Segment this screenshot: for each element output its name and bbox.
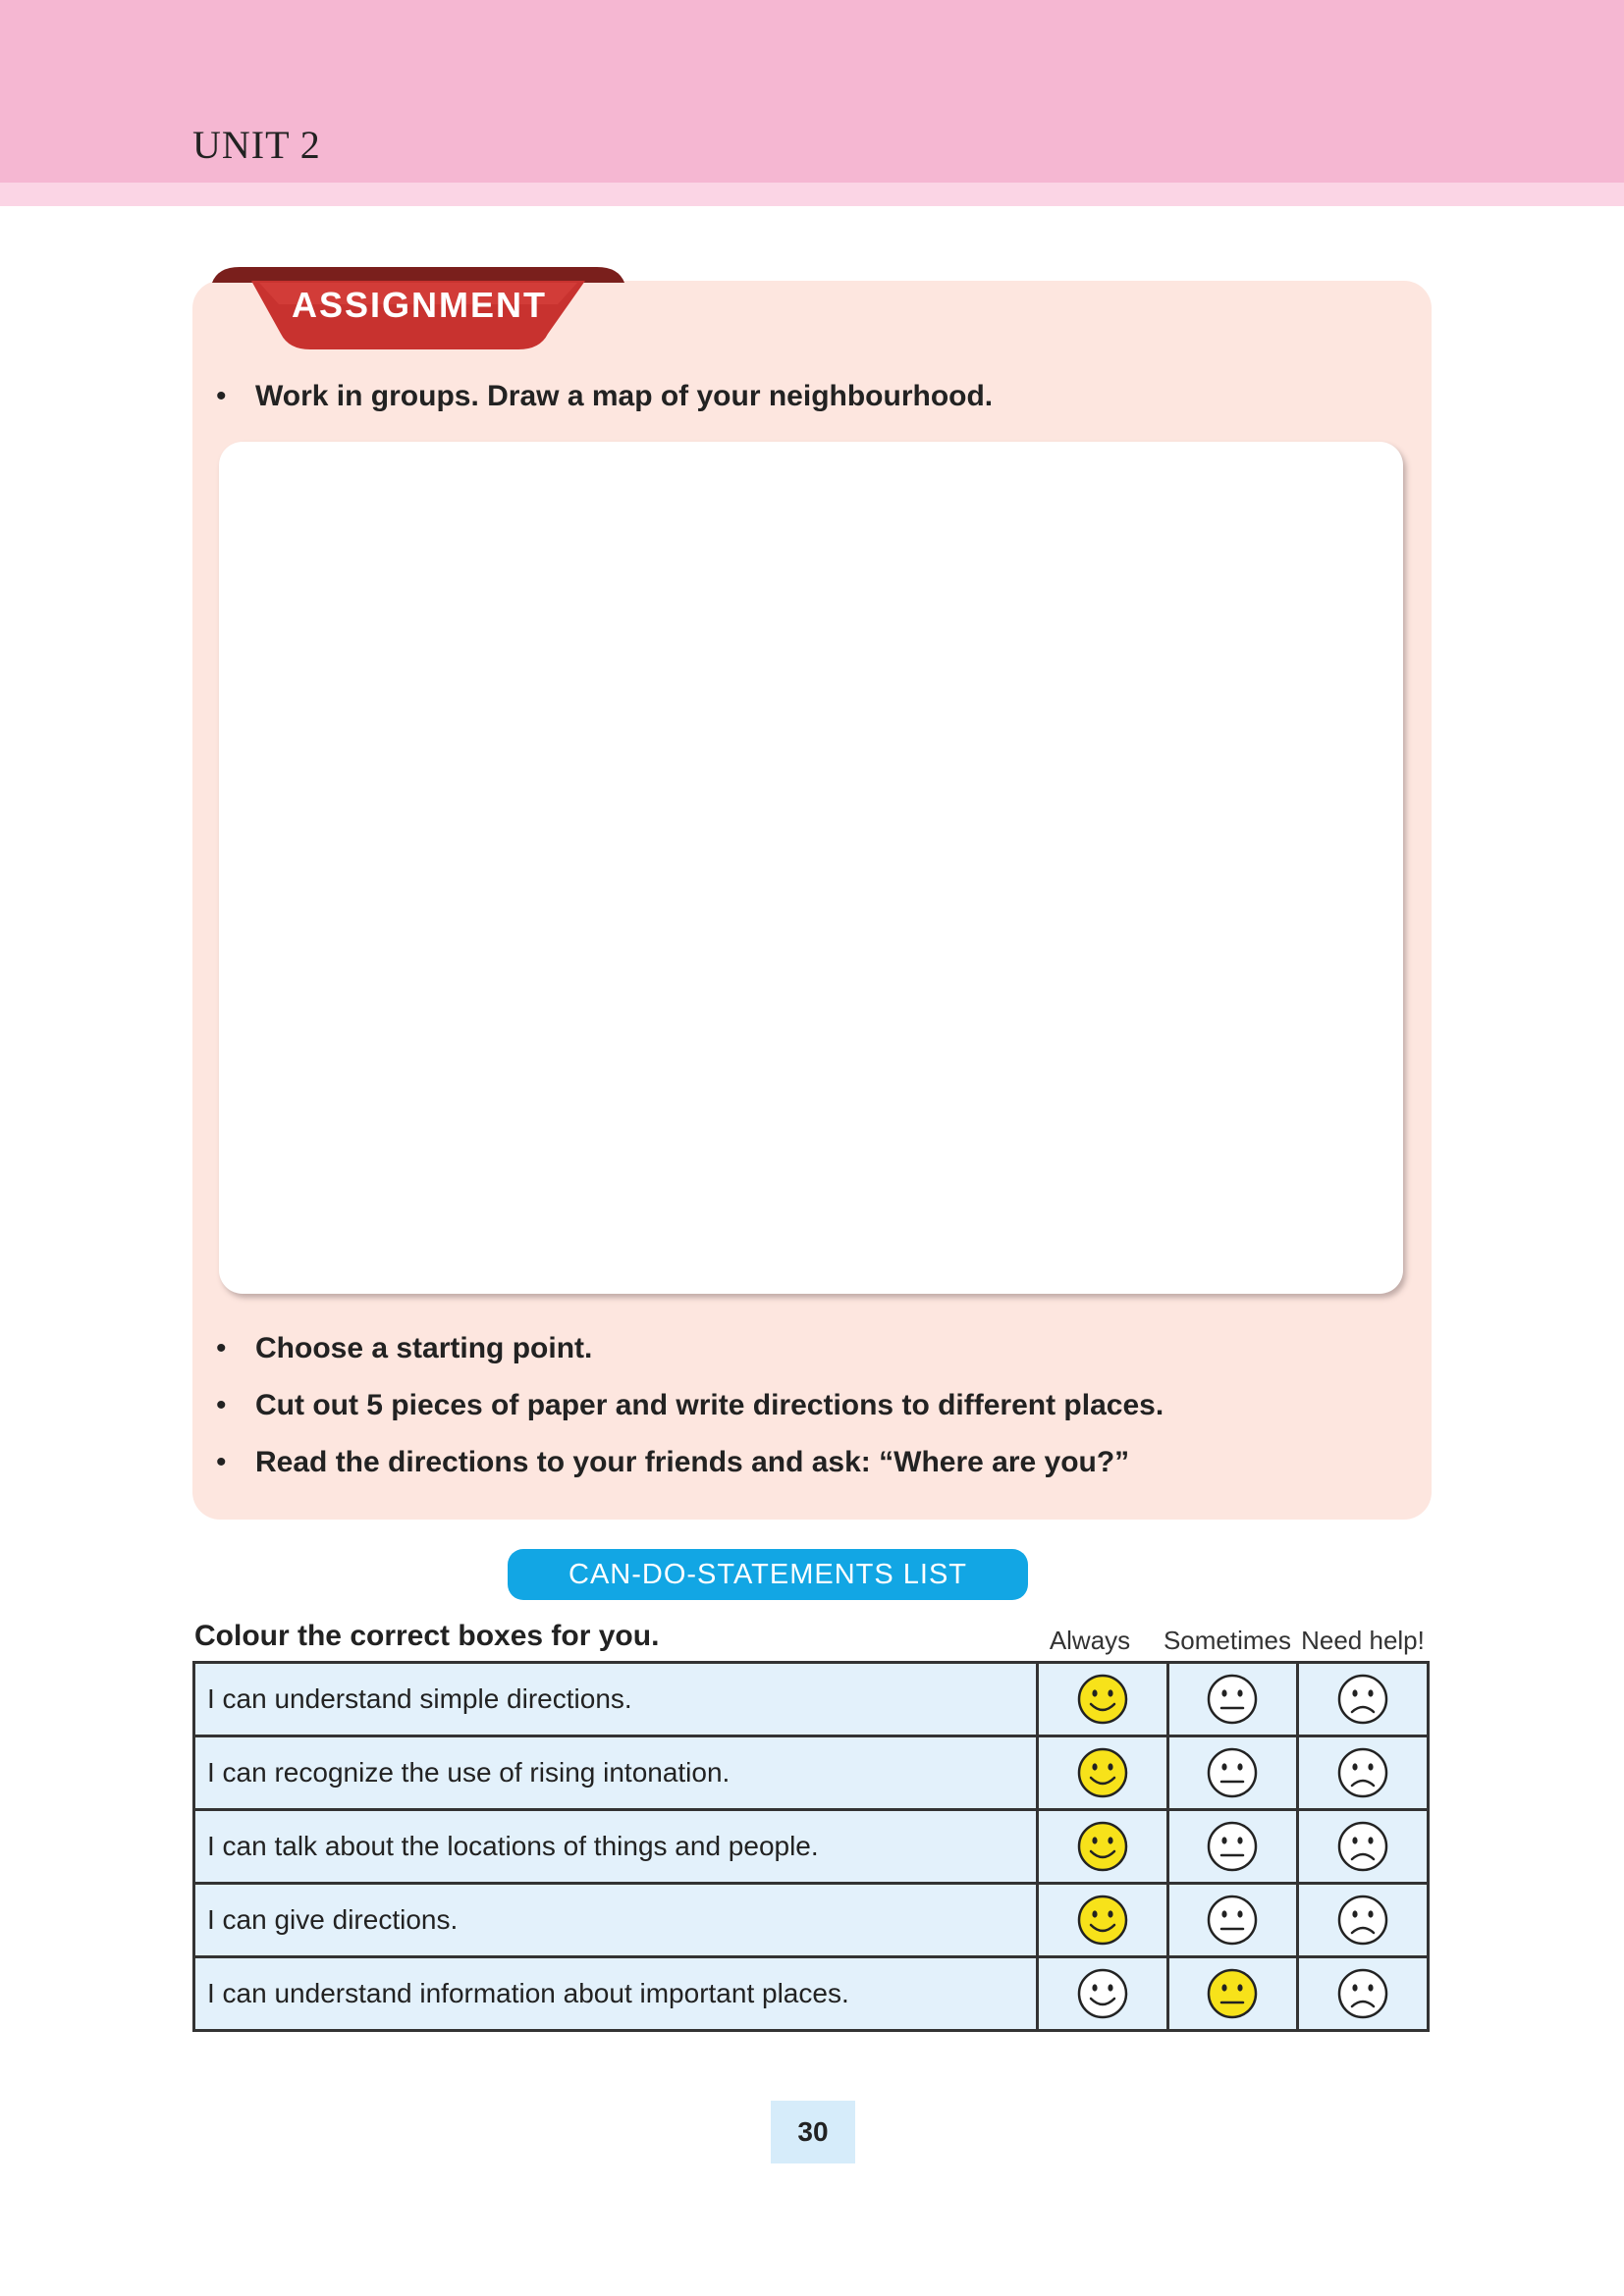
can-do-statement: I can talk about the locations of things and people. xyxy=(194,1810,1038,1884)
smiley-face-icon xyxy=(1076,1967,1129,2020)
colour-instruction: Colour the correct boxes for you. xyxy=(194,1620,660,1652)
bullet-dot: • xyxy=(216,380,227,412)
neutral-face-icon xyxy=(1206,1894,1259,1947)
can-do-statement: I can understand simple directions. xyxy=(194,1663,1038,1736)
bullet-dot: • xyxy=(216,1389,227,1421)
face-box-need-help[interactable] xyxy=(1298,1736,1429,1810)
column-header-always: Always xyxy=(1049,1626,1131,1655)
can-do-statement: I can give directions. xyxy=(194,1884,1038,1957)
column-header-sometimes: Sometimes xyxy=(1163,1626,1292,1655)
sad-face-icon xyxy=(1336,1894,1389,1947)
assignment-bullet-text: Cut out 5 pieces of paper and write directions to different places. xyxy=(255,1389,1164,1421)
sad-face-icon xyxy=(1336,1673,1389,1726)
page-number: 30 xyxy=(771,2101,855,2163)
intro-bullet xyxy=(216,380,993,413)
can-do-table xyxy=(192,1661,1430,2032)
column-header-need-help: Need help! xyxy=(1301,1626,1425,1655)
unit-title: UNIT 2 xyxy=(192,123,321,167)
header-stripe xyxy=(0,183,1624,206)
face-box-always[interactable] xyxy=(1037,1884,1167,1957)
sad-face-icon xyxy=(1336,1746,1389,1799)
can-do-row xyxy=(194,1663,1429,1736)
bullet-dot: • xyxy=(216,1332,227,1364)
can-do-row xyxy=(194,1736,1429,1810)
can-do-row xyxy=(194,1957,1429,2031)
smiley-face-icon xyxy=(1076,1820,1129,1873)
intro-bullet-text: Work in groups. Draw a map of your neighbourhood. xyxy=(255,380,994,412)
bullet-dot: • xyxy=(216,1446,227,1478)
face-box-always[interactable] xyxy=(1037,1957,1167,2031)
can-do-title-pill: CAN-DO-STATEMENTS LIST xyxy=(508,1549,1028,1600)
assignment-bullet xyxy=(216,1446,1129,1479)
face-box-always[interactable] xyxy=(1037,1810,1167,1884)
neutral-face-icon xyxy=(1206,1967,1259,2020)
map-drawing-area[interactable] xyxy=(219,442,1403,1294)
can-do-row xyxy=(194,1884,1429,1957)
smiley-face-icon xyxy=(1076,1894,1129,1947)
face-box-sometimes[interactable] xyxy=(1167,1957,1298,2031)
can-do-row xyxy=(194,1810,1429,1884)
assignment-bullet-text: Choose a starting point. xyxy=(255,1332,593,1364)
neutral-face-icon xyxy=(1206,1673,1259,1726)
face-box-always[interactable] xyxy=(1037,1736,1167,1810)
assignment-bullet xyxy=(216,1332,592,1365)
face-box-always[interactable] xyxy=(1037,1663,1167,1736)
face-box-need-help[interactable] xyxy=(1298,1663,1429,1736)
face-box-sometimes[interactable] xyxy=(1167,1663,1298,1736)
assignment-tab-label: ASSIGNMENT xyxy=(291,285,547,325)
face-box-need-help[interactable] xyxy=(1298,1957,1429,2031)
face-box-sometimes[interactable] xyxy=(1167,1884,1298,1957)
face-box-need-help[interactable] xyxy=(1298,1884,1429,1957)
face-box-sometimes[interactable] xyxy=(1167,1810,1298,1884)
smiley-face-icon xyxy=(1076,1746,1129,1799)
sad-face-icon xyxy=(1336,1820,1389,1873)
assignment-bullet xyxy=(216,1389,1164,1422)
face-box-need-help[interactable] xyxy=(1298,1810,1429,1884)
can-do-statement: I can understand information about important places. xyxy=(194,1957,1038,2031)
can-do-statement: I can recognize the use of rising intonation. xyxy=(194,1736,1038,1810)
neutral-face-icon xyxy=(1206,1820,1259,1873)
smiley-face-icon xyxy=(1076,1673,1129,1726)
face-box-sometimes[interactable] xyxy=(1167,1736,1298,1810)
assignment-bullet-text: Read the directions to your friends and ask: “Where are you?” xyxy=(255,1446,1130,1478)
sad-face-icon xyxy=(1336,1967,1389,2020)
neutral-face-icon xyxy=(1206,1746,1259,1799)
